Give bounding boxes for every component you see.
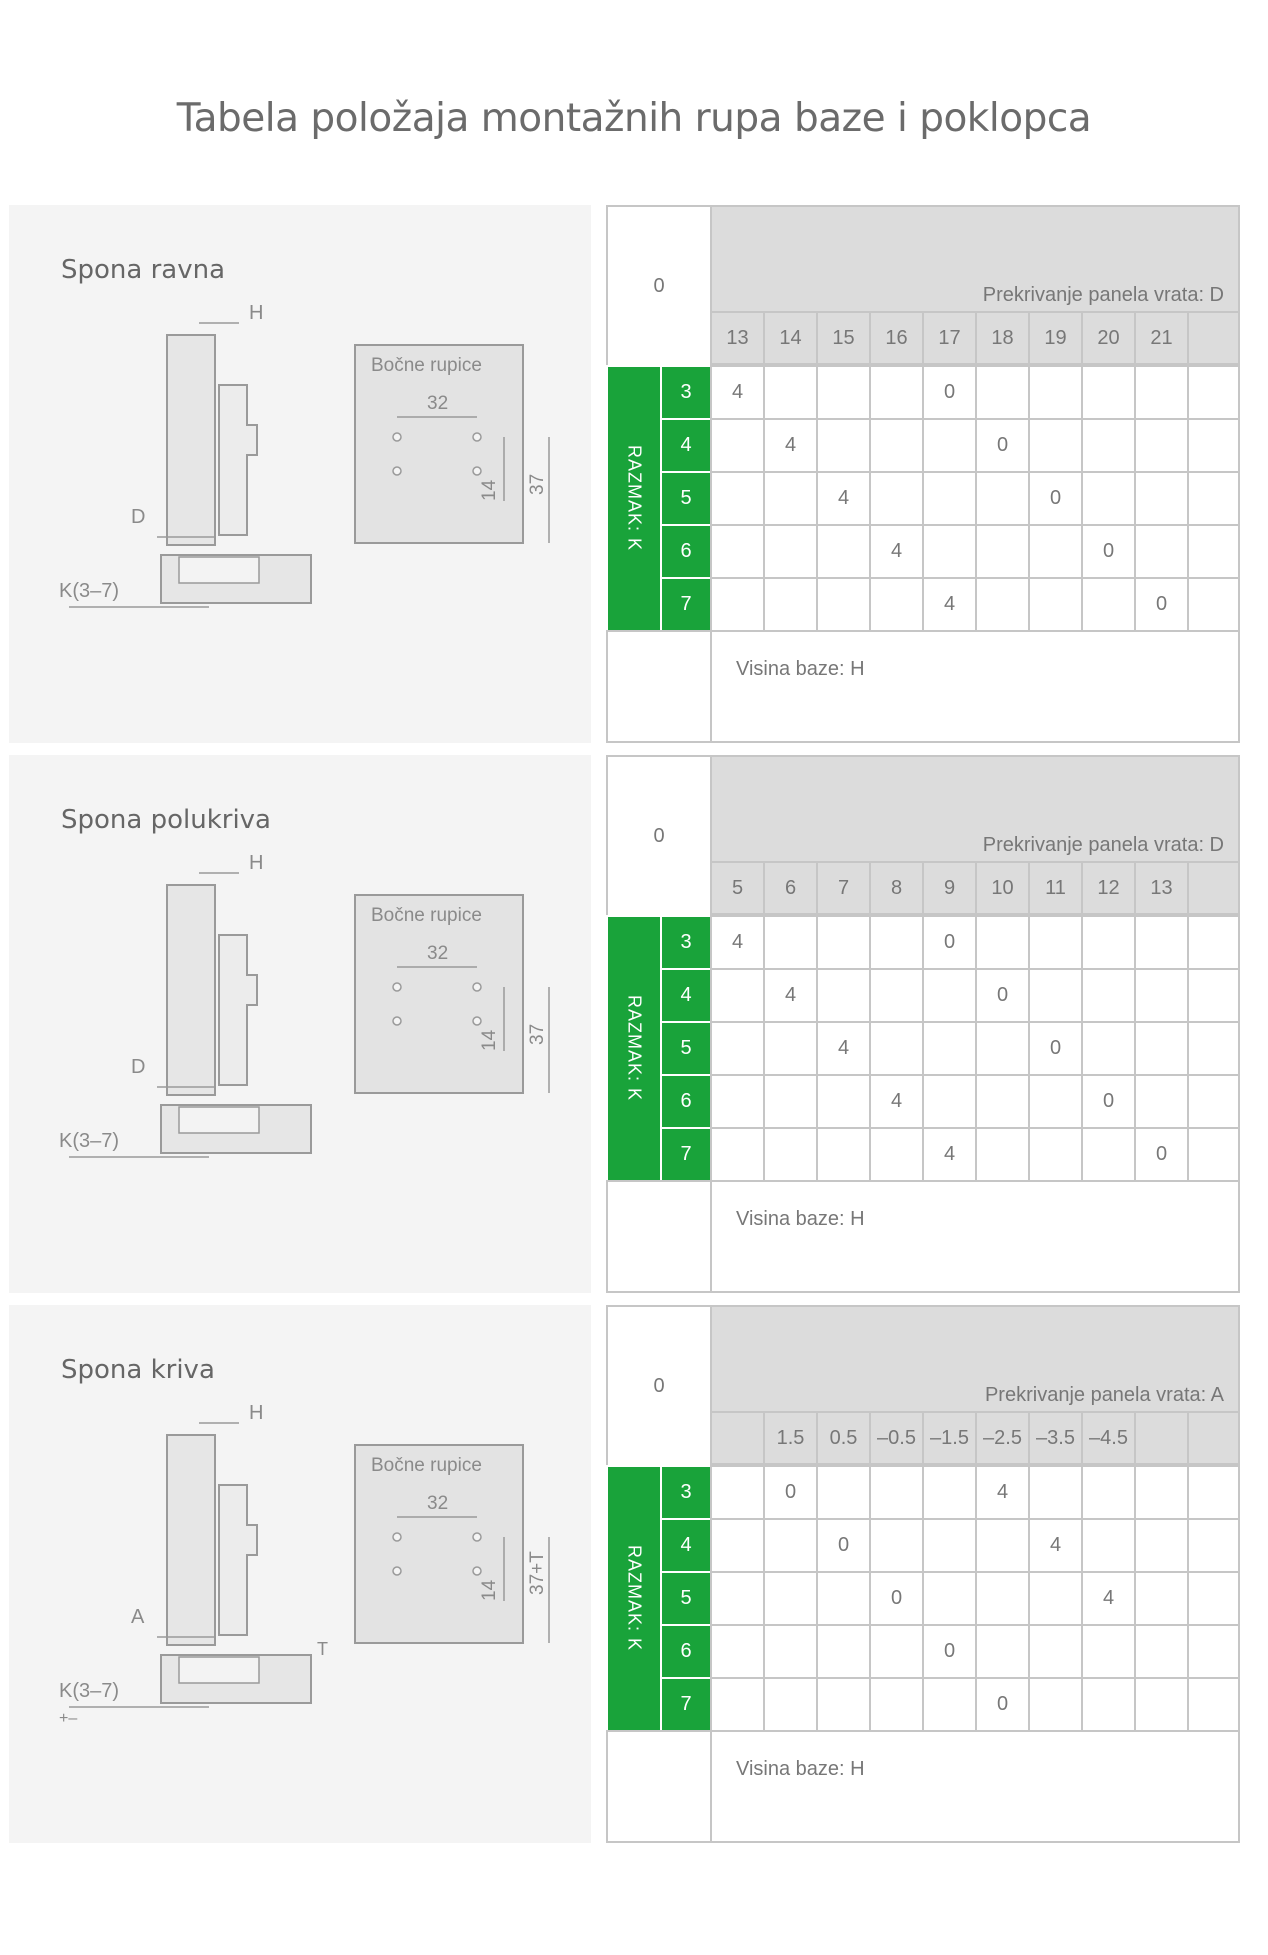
table-cell bbox=[1134, 968, 1189, 1023]
column-header: 13 bbox=[1134, 861, 1189, 915]
table-cell bbox=[816, 915, 871, 970]
table-cell: 0 bbox=[1081, 1074, 1136, 1129]
k-label: K(3–7) bbox=[59, 580, 120, 602]
t-label: T bbox=[317, 1639, 328, 1659]
table-cell bbox=[816, 577, 871, 632]
k-value: 3 bbox=[660, 1465, 712, 1520]
table-cell bbox=[710, 524, 765, 579]
dim-37-label: 37+T bbox=[527, 1551, 548, 1595]
table-cell bbox=[1187, 524, 1240, 579]
hinge-body bbox=[219, 935, 257, 1085]
hinge-diagram bbox=[49, 305, 569, 625]
section-title: Spona kriva bbox=[61, 1355, 215, 1385]
base-corner bbox=[606, 630, 712, 743]
table-cell: 0 bbox=[869, 1571, 924, 1626]
row-group-label bbox=[606, 365, 662, 632]
table-cell bbox=[1187, 365, 1240, 420]
column-header: 9 bbox=[922, 861, 977, 915]
k-label: K(3–7) bbox=[59, 1130, 120, 1152]
table-cell bbox=[1187, 1021, 1240, 1076]
table-cell bbox=[1134, 915, 1189, 970]
k-value: 5 bbox=[660, 1571, 712, 1626]
dim-37-label: 37 bbox=[527, 473, 548, 495]
table-cell bbox=[1028, 1465, 1083, 1520]
hinge-diagram bbox=[49, 1405, 569, 1725]
table-cell bbox=[922, 524, 977, 579]
dim-32-label: 32 bbox=[427, 943, 449, 964]
side-holes-label: Bočne rupice bbox=[371, 355, 482, 376]
table-cell: 0 bbox=[1134, 1127, 1189, 1182]
table-cell bbox=[1081, 471, 1136, 526]
column-header: 6 bbox=[763, 861, 818, 915]
table-cell bbox=[710, 577, 765, 632]
h-label: H bbox=[249, 305, 264, 324]
column-header: 5 bbox=[710, 861, 765, 915]
table-cell bbox=[763, 1571, 818, 1626]
table-cell bbox=[1187, 1624, 1240, 1679]
table-cell bbox=[869, 968, 924, 1023]
table-cell bbox=[1028, 915, 1083, 970]
table-cell bbox=[869, 418, 924, 473]
table-cell bbox=[1134, 365, 1189, 420]
table-cell bbox=[975, 524, 1030, 579]
table-cell bbox=[1081, 968, 1136, 1023]
table-cell bbox=[710, 471, 765, 526]
table-cell bbox=[1081, 915, 1136, 970]
k-value: 7 bbox=[660, 577, 712, 632]
column-header: 1.5 bbox=[763, 1411, 818, 1465]
column-header: 20 bbox=[1081, 311, 1136, 365]
table-cell bbox=[816, 1465, 871, 1520]
mount-hole bbox=[393, 433, 401, 441]
row-group-text: RAZMAK: K bbox=[624, 445, 645, 552]
table-cell: 0 bbox=[922, 915, 977, 970]
table-cell bbox=[975, 915, 1030, 970]
hinge-section bbox=[0, 755, 1268, 1295]
mount-hole bbox=[473, 1533, 481, 1541]
table-cell: 4 bbox=[869, 524, 924, 579]
table-cell bbox=[1081, 1021, 1136, 1076]
table-cell bbox=[1134, 418, 1189, 473]
table-cell bbox=[975, 577, 1030, 632]
table-cell bbox=[869, 577, 924, 632]
table-cell bbox=[975, 1624, 1030, 1679]
door-panel bbox=[167, 885, 215, 1095]
table-cell bbox=[816, 1074, 871, 1129]
table-cell bbox=[1187, 1518, 1240, 1573]
table-cell: 0 bbox=[975, 968, 1030, 1023]
table-cell bbox=[1081, 1465, 1136, 1520]
table-cell bbox=[922, 418, 977, 473]
table-cell: 4 bbox=[869, 1074, 924, 1129]
table-cell: 4 bbox=[816, 1021, 871, 1076]
table-cell bbox=[710, 1021, 765, 1076]
table-cell bbox=[1187, 418, 1240, 473]
table-cell bbox=[1028, 418, 1083, 473]
base-height-row: Visina baze: H bbox=[710, 630, 1240, 743]
page-title: Tabela položaja montažnih rupa baze i poklopca bbox=[176, 96, 1092, 141]
table-cell bbox=[816, 418, 871, 473]
table-cell bbox=[869, 1127, 924, 1182]
mount-hole bbox=[473, 1017, 481, 1025]
table-cell bbox=[1028, 1074, 1083, 1129]
door-panel bbox=[167, 1435, 215, 1645]
table-cell bbox=[922, 1021, 977, 1076]
column-header: 0.5 bbox=[816, 1411, 871, 1465]
table-cell bbox=[1134, 1465, 1189, 1520]
table-cell bbox=[710, 1465, 765, 1520]
table-cell bbox=[869, 1518, 924, 1573]
table-cell bbox=[1081, 577, 1136, 632]
table-cell bbox=[869, 365, 924, 420]
column-header bbox=[1187, 1411, 1240, 1465]
table-cell: 4 bbox=[763, 418, 818, 473]
table-cell bbox=[922, 1571, 977, 1626]
table-cell bbox=[1187, 1127, 1240, 1182]
position-table bbox=[606, 1305, 1240, 1843]
table-cell bbox=[763, 1518, 818, 1573]
column-header bbox=[1187, 311, 1240, 365]
mount-hole bbox=[473, 983, 481, 991]
table-cell bbox=[763, 1677, 818, 1732]
table-cell bbox=[1081, 1677, 1136, 1732]
table-cell: 0 bbox=[1028, 471, 1083, 526]
table-cell bbox=[869, 1624, 924, 1679]
row-group-text: RAZMAK: K bbox=[624, 1545, 645, 1652]
table-cell bbox=[816, 1624, 871, 1679]
table-cell bbox=[869, 471, 924, 526]
table-cell bbox=[1028, 524, 1083, 579]
mounting-plate bbox=[179, 1107, 259, 1133]
table-cell bbox=[922, 1677, 977, 1732]
table-corner: 0 bbox=[606, 1305, 712, 1467]
table-cell bbox=[1134, 1074, 1189, 1129]
table-corner: 0 bbox=[606, 755, 712, 917]
table-cell bbox=[1187, 577, 1240, 632]
table-cell bbox=[816, 524, 871, 579]
k-value: 4 bbox=[660, 1518, 712, 1573]
overlap-header: Prekrivanje panela vrata: D bbox=[710, 205, 1240, 313]
table-cell bbox=[816, 365, 871, 420]
d-label: D bbox=[131, 1056, 146, 1078]
column-header: 14 bbox=[763, 311, 818, 365]
column-header bbox=[1134, 1411, 1189, 1465]
base-height-row: Visina baze: H bbox=[710, 1180, 1240, 1293]
table-cell bbox=[1028, 1127, 1083, 1182]
table-cell: 0 bbox=[922, 1624, 977, 1679]
dim-14-label: 14 bbox=[479, 1579, 500, 1601]
k-value: 5 bbox=[660, 471, 712, 526]
side-holes-label: Bočne rupice bbox=[371, 905, 482, 926]
table-cell bbox=[869, 1677, 924, 1732]
table-cell bbox=[1134, 471, 1189, 526]
table-cell bbox=[710, 1624, 765, 1679]
k-value: 4 bbox=[660, 418, 712, 473]
table-cell bbox=[1028, 1677, 1083, 1732]
table-cell bbox=[1134, 1571, 1189, 1626]
dim-32-label: 32 bbox=[427, 1493, 449, 1514]
diagram-panel bbox=[9, 205, 591, 743]
table-cell bbox=[1134, 1677, 1189, 1732]
k-value: 5 bbox=[660, 1021, 712, 1076]
table-cell bbox=[1081, 1127, 1136, 1182]
table-cell bbox=[1028, 577, 1083, 632]
d-label: A bbox=[131, 1606, 145, 1628]
row-group-label bbox=[606, 1465, 662, 1732]
table-cell bbox=[763, 577, 818, 632]
side-holes-label: Bočne rupice bbox=[371, 1455, 482, 1476]
k-value: 6 bbox=[660, 1624, 712, 1679]
column-header: 10 bbox=[975, 861, 1030, 915]
hinge-diagram bbox=[49, 855, 569, 1175]
dim-14-label: 14 bbox=[479, 479, 500, 501]
column-header: 17 bbox=[922, 311, 977, 365]
table-cell bbox=[922, 471, 977, 526]
table-cell bbox=[763, 365, 818, 420]
table-cell bbox=[1187, 968, 1240, 1023]
table-cell: 0 bbox=[922, 365, 977, 420]
mount-hole bbox=[473, 467, 481, 475]
table-cell bbox=[816, 1677, 871, 1732]
table-cell bbox=[1134, 1624, 1189, 1679]
table-cell bbox=[1028, 1571, 1083, 1626]
table-cell bbox=[710, 1677, 765, 1732]
h-label: H bbox=[249, 1405, 264, 1424]
table-cell bbox=[710, 1518, 765, 1573]
row-group-label bbox=[606, 915, 662, 1182]
table-corner: 0 bbox=[606, 205, 712, 367]
table-cell bbox=[1134, 1021, 1189, 1076]
section-title: Spona polukriva bbox=[61, 805, 271, 835]
table-cell bbox=[975, 471, 1030, 526]
door-panel bbox=[167, 335, 215, 545]
row-group-text: RAZMAK: K bbox=[624, 995, 645, 1102]
h-label: H bbox=[249, 855, 264, 874]
position-table bbox=[606, 755, 1240, 1293]
diagram-panel bbox=[9, 755, 591, 1293]
table-cell bbox=[1187, 471, 1240, 526]
table-cell: 4 bbox=[763, 968, 818, 1023]
column-header: –1.5 bbox=[922, 1411, 977, 1465]
table-cell bbox=[1028, 365, 1083, 420]
table-cell bbox=[1028, 968, 1083, 1023]
table-cell: 0 bbox=[975, 1677, 1030, 1732]
k-label: K(3–7) bbox=[59, 1680, 120, 1702]
k-value: 4 bbox=[660, 968, 712, 1023]
table-cell bbox=[1081, 365, 1136, 420]
plus-minus-label: +– bbox=[59, 1710, 78, 1725]
k-value: 6 bbox=[660, 1074, 712, 1129]
mount-hole bbox=[393, 983, 401, 991]
table-cell: 0 bbox=[975, 418, 1030, 473]
table-cell bbox=[1134, 1518, 1189, 1573]
dim-37-label: 37 bbox=[527, 1023, 548, 1045]
table-cell: 0 bbox=[1081, 524, 1136, 579]
k-value: 6 bbox=[660, 524, 712, 579]
column-header: 15 bbox=[816, 311, 871, 365]
table-cell bbox=[869, 1021, 924, 1076]
column-header: 16 bbox=[869, 311, 924, 365]
table-cell: 0 bbox=[1028, 1021, 1083, 1076]
table-cell: 0 bbox=[763, 1465, 818, 1520]
mount-hole bbox=[393, 1017, 401, 1025]
table-cell: 4 bbox=[1081, 1571, 1136, 1626]
table-cell bbox=[763, 1624, 818, 1679]
table-cell bbox=[1028, 1624, 1083, 1679]
k-value: 3 bbox=[660, 915, 712, 970]
table-cell bbox=[710, 1571, 765, 1626]
table-cell bbox=[710, 968, 765, 1023]
column-header: 13 bbox=[710, 311, 765, 365]
dim-14-label: 14 bbox=[479, 1029, 500, 1051]
overlap-header: Prekrivanje panela vrata: A bbox=[710, 1305, 1240, 1413]
overlap-header: Prekrivanje panela vrata: D bbox=[710, 755, 1240, 863]
d-label: D bbox=[131, 506, 146, 528]
table-cell bbox=[710, 1127, 765, 1182]
table-cell: 0 bbox=[816, 1518, 871, 1573]
mount-hole bbox=[393, 1533, 401, 1541]
table-cell bbox=[816, 1571, 871, 1626]
column-header: 8 bbox=[869, 861, 924, 915]
diagram-panel bbox=[9, 1305, 591, 1843]
table-cell bbox=[1187, 1465, 1240, 1520]
table-cell bbox=[869, 1465, 924, 1520]
table-cell bbox=[975, 1571, 1030, 1626]
table-cell bbox=[763, 471, 818, 526]
table-cell bbox=[1187, 1677, 1240, 1732]
mount-hole bbox=[473, 433, 481, 441]
column-header: 12 bbox=[1081, 861, 1136, 915]
table-cell bbox=[1187, 915, 1240, 970]
table-cell bbox=[763, 1021, 818, 1076]
column-header: 7 bbox=[816, 861, 871, 915]
k-value: 7 bbox=[660, 1127, 712, 1182]
table-cell: 4 bbox=[1028, 1518, 1083, 1573]
table-cell bbox=[975, 365, 1030, 420]
column-header: 19 bbox=[1028, 311, 1083, 365]
table-cell bbox=[975, 1518, 1030, 1573]
table-cell: 4 bbox=[710, 365, 765, 420]
table-cell bbox=[1134, 524, 1189, 579]
table-cell bbox=[816, 968, 871, 1023]
mount-hole bbox=[393, 1567, 401, 1575]
table-cell bbox=[922, 1465, 977, 1520]
base-corner bbox=[606, 1730, 712, 1843]
k-value: 3 bbox=[660, 365, 712, 420]
section-title: Spona ravna bbox=[61, 255, 226, 285]
column-header: –2.5 bbox=[975, 1411, 1030, 1465]
table-cell bbox=[710, 1074, 765, 1129]
column-header bbox=[710, 1411, 765, 1465]
table-cell bbox=[816, 1127, 871, 1182]
hinge-body bbox=[219, 1485, 257, 1635]
table-cell bbox=[1187, 1074, 1240, 1129]
table-cell bbox=[1081, 1518, 1136, 1573]
table-cell: 4 bbox=[922, 1127, 977, 1182]
dim-32-label: 32 bbox=[427, 393, 449, 414]
table-cell bbox=[922, 1074, 977, 1129]
column-header: –4.5 bbox=[1081, 1411, 1136, 1465]
column-header: –0.5 bbox=[869, 1411, 924, 1465]
column-header: 18 bbox=[975, 311, 1030, 365]
mount-hole bbox=[393, 467, 401, 475]
table-cell: 4 bbox=[710, 915, 765, 970]
mounting-plate bbox=[179, 1657, 259, 1683]
table-cell bbox=[763, 1074, 818, 1129]
table-cell bbox=[763, 524, 818, 579]
k-value: 7 bbox=[660, 1677, 712, 1732]
column-header: –3.5 bbox=[1028, 1411, 1083, 1465]
table-cell bbox=[763, 1127, 818, 1182]
column-header bbox=[1187, 861, 1240, 915]
hinge-body bbox=[219, 385, 257, 535]
column-header: 21 bbox=[1134, 311, 1189, 365]
table-cell: 4 bbox=[816, 471, 871, 526]
mounting-plate bbox=[179, 557, 259, 583]
table-cell bbox=[1081, 418, 1136, 473]
position-table bbox=[606, 205, 1240, 743]
table-cell bbox=[922, 968, 977, 1023]
table-cell bbox=[975, 1021, 1030, 1076]
column-header: 11 bbox=[1028, 861, 1083, 915]
table-cell bbox=[763, 915, 818, 970]
table-cell: 4 bbox=[975, 1465, 1030, 1520]
table-cell bbox=[869, 915, 924, 970]
table-cell: 4 bbox=[922, 577, 977, 632]
table-cell bbox=[922, 1518, 977, 1573]
table-cell bbox=[1081, 1624, 1136, 1679]
hinge-section bbox=[0, 205, 1268, 745]
table-cell bbox=[975, 1127, 1030, 1182]
table-cell: 0 bbox=[1134, 577, 1189, 632]
hinge-section bbox=[0, 1305, 1268, 1845]
mount-hole bbox=[473, 1567, 481, 1575]
table-cell bbox=[975, 1074, 1030, 1129]
table-cell bbox=[710, 418, 765, 473]
table-cell bbox=[1187, 1571, 1240, 1626]
base-height-row: Visina baze: H bbox=[710, 1730, 1240, 1843]
base-corner bbox=[606, 1180, 712, 1293]
